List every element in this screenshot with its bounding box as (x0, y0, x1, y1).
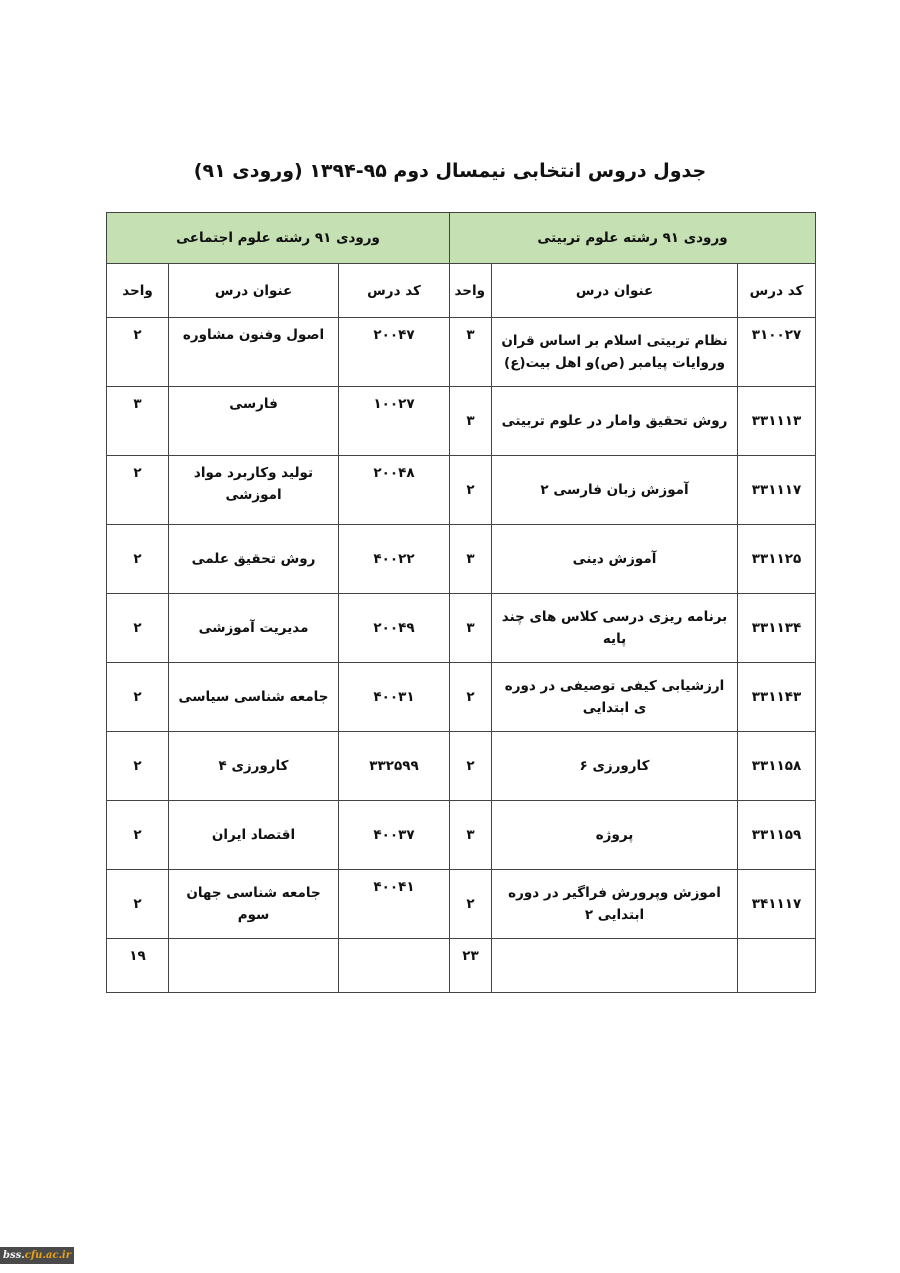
social-units-cell: ۲ (107, 525, 169, 594)
watermark-part2: cfu.ac.ir (24, 1250, 71, 1261)
table-row (107, 594, 816, 663)
edu-code-cell: ۳۱۰۰۲۷ (738, 318, 816, 387)
edu-title-cell: پروژه (492, 801, 738, 870)
page-title: جدول دروس انتخابی نیمسال دوم ۹۵-۱۳۹۴ (ورودی ۹۱) (193, 160, 707, 182)
watermark-part1: bss. (3, 1250, 25, 1261)
edu-units-cell: ۲ (450, 663, 492, 732)
edu-units-cell: ۲ (450, 732, 492, 801)
social-code-cell: ۴۰۰۳۱ (339, 663, 450, 732)
group-header-educational-sciences: ورودی ۹۱ رشته علوم تربیتی (450, 213, 816, 264)
social-code-cell: ۴۰۰۳۷ (339, 801, 450, 870)
empty-cell (339, 939, 450, 993)
table-row (107, 318, 816, 387)
table-row (107, 387, 816, 456)
edu-code-cell: ۳۴۱۱۱۷ (738, 870, 816, 939)
social-title-cell: اقتصاد ایران (169, 801, 339, 870)
edu-units-cell: ۳ (450, 525, 492, 594)
social-units-cell: ۳ (107, 387, 169, 456)
site-watermark (0, 1247, 74, 1264)
total-units-social: ۱۹ (107, 939, 169, 993)
table-row (107, 663, 816, 732)
edu-title-cell: روش تحقیق وامار در علوم تربیتی (492, 387, 738, 456)
course-table (106, 212, 816, 993)
edu-units-cell: ۳ (450, 594, 492, 663)
edu-units-cell: ۳ (450, 318, 492, 387)
edu-code-cell: ۳۳۱۱۴۳ (738, 663, 816, 732)
edu-title-cell: اموزش وپرورش فراگیر در دوره ابتدایی ۲ (492, 870, 738, 939)
edu-code-cell: ۳۳۱۱۵۹ (738, 801, 816, 870)
edu-units-cell: ۳ (450, 387, 492, 456)
social-units-cell: ۲ (107, 732, 169, 801)
social-title-cell: تولید وکاربرد مواد اموزشی (169, 456, 339, 525)
edu-code-cell: ۳۳۱۱۱۳ (738, 387, 816, 456)
group-header-row (107, 213, 816, 264)
totals-row (107, 939, 816, 993)
col-header-code: کد درس (738, 264, 816, 318)
social-code-cell: ۲۰۰۴۷ (339, 318, 450, 387)
col-header-units: واحد (107, 264, 169, 318)
table-row (107, 732, 816, 801)
empty-cell (169, 939, 339, 993)
table-row (107, 456, 816, 525)
column-header-row (107, 264, 816, 318)
edu-code-cell: ۳۳۱۱۳۴ (738, 594, 816, 663)
social-code-cell: ۱۰۰۲۷ (339, 387, 450, 456)
total-units-educational: ۲۳ (450, 939, 492, 993)
edu-title-cell: ارزشیابی کیفی توصیفی در دوره ی ابتدایی (492, 663, 738, 732)
social-title-cell: روش تحقیق علمی (169, 525, 339, 594)
edu-title-cell: آموزش زبان فارسی ۲ (492, 456, 738, 525)
social-units-cell: ۲ (107, 870, 169, 939)
social-units-cell: ۲ (107, 318, 169, 387)
edu-title-cell: کارورزی ۶ (492, 732, 738, 801)
group-header-social-sciences: ورودی ۹۱ رشته علوم اجتماعی (107, 213, 450, 264)
social-code-cell: ۴۰۰۴۱ (339, 870, 450, 939)
table-row (107, 801, 816, 870)
social-title-cell: فارسی (169, 387, 339, 456)
social-code-cell: ۳۳۲۵۹۹ (339, 732, 450, 801)
social-title-cell: کارورزی ۴ (169, 732, 339, 801)
col-header-units: واحد (450, 264, 492, 318)
empty-cell (738, 939, 816, 993)
social-code-cell: ۲۰۰۴۸ (339, 456, 450, 525)
social-units-cell: ۲ (107, 801, 169, 870)
col-header-title: عنوان درس (169, 264, 339, 318)
social-title-cell: جامعه شناسی جهان سوم (169, 870, 339, 939)
edu-code-cell: ۳۳۱۱۲۵ (738, 525, 816, 594)
table-row (107, 525, 816, 594)
edu-title-cell: نظام تربیتی اسلام بر اساس قران وروایات پیامبر (ص)و اهل بیت(ع) (492, 318, 738, 387)
social-code-cell: ۲۰۰۴۹ (339, 594, 450, 663)
social-title-cell: اصول وفنون مشاوره (169, 318, 339, 387)
edu-title-cell: برنامه ریزی درسی کلاس های چند پایه (492, 594, 738, 663)
social-code-cell: ۴۰۰۲۲ (339, 525, 450, 594)
edu-units-cell: ۲ (450, 456, 492, 525)
social-title-cell: جامعه شناسی سیاسی (169, 663, 339, 732)
empty-cell (492, 939, 738, 993)
edu-title-cell: آموزش دینی (492, 525, 738, 594)
col-header-code: کد درس (339, 264, 450, 318)
edu-units-cell: ۳ (450, 801, 492, 870)
social-units-cell: ۲ (107, 663, 169, 732)
table-row (107, 870, 816, 939)
social-title-cell: مدیریت آموزشی (169, 594, 339, 663)
social-units-cell: ۲ (107, 594, 169, 663)
edu-code-cell: ۳۳۱۱۱۷ (738, 456, 816, 525)
edu-code-cell: ۳۳۱۱۵۸ (738, 732, 816, 801)
social-units-cell: ۲ (107, 456, 169, 525)
col-header-title: عنوان درس (492, 264, 738, 318)
edu-units-cell: ۲ (450, 870, 492, 939)
